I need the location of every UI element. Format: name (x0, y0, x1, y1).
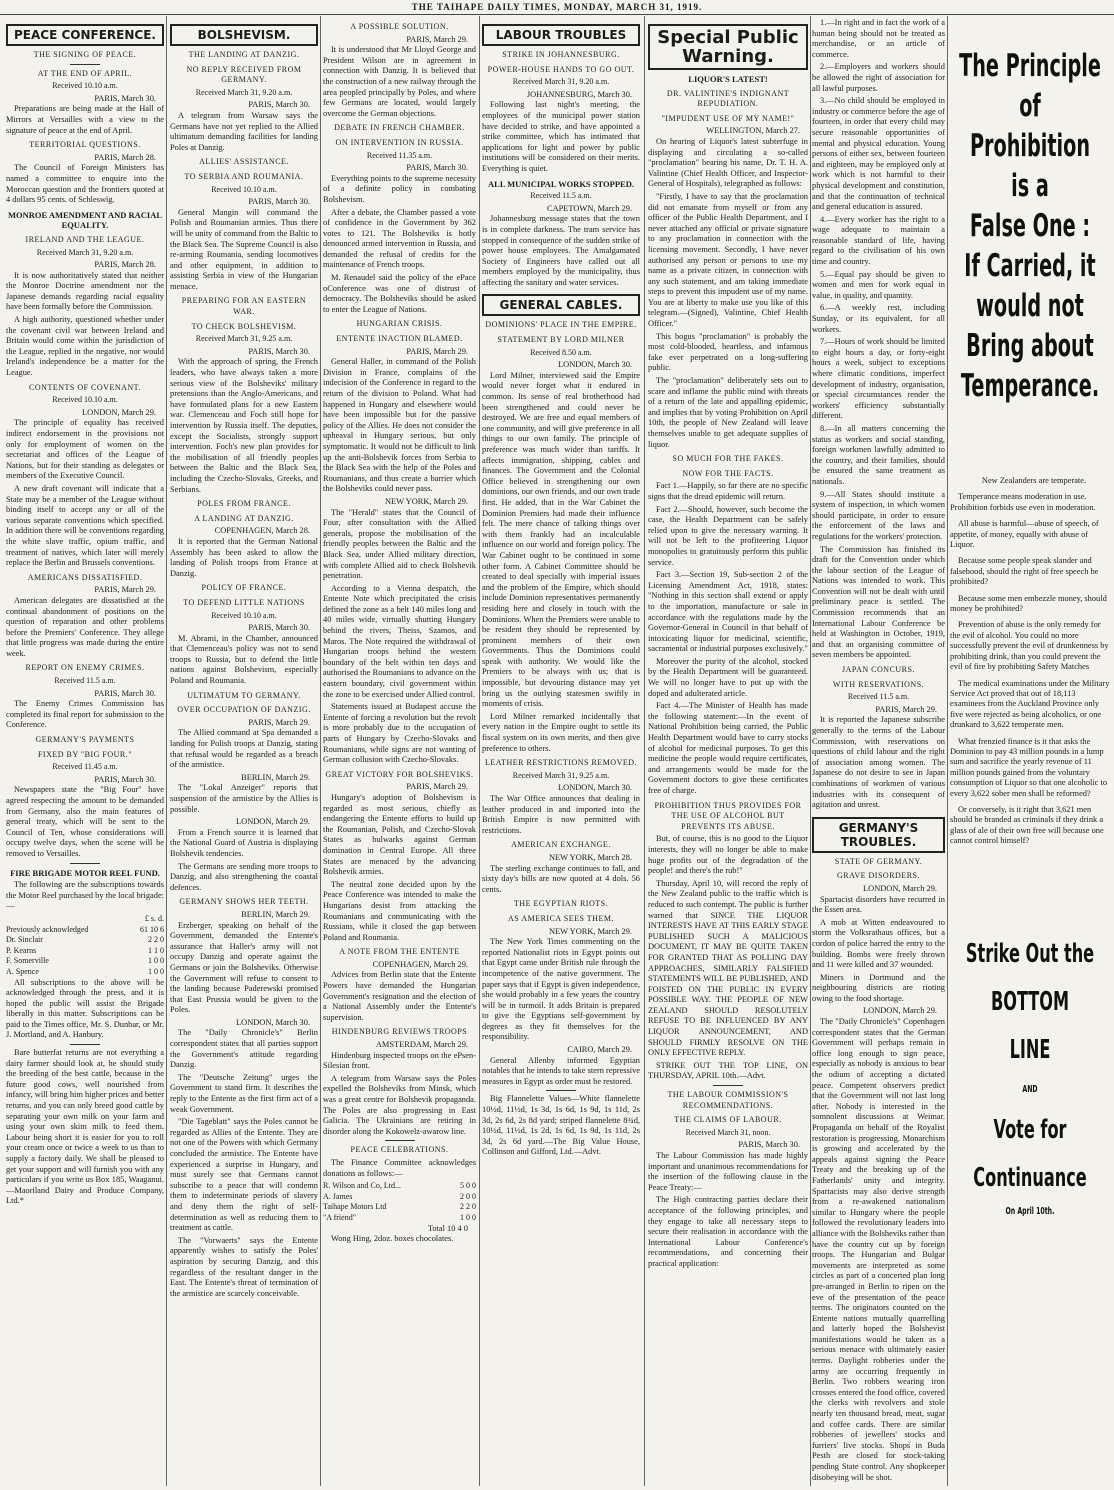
advert-line: The Principle (959, 48, 1101, 84)
article-paragraph: Fact 2.—Should, however, such become the case, the Health Department can be safely relied upon to give the necessary warning. It will not be left to the profiteering Liquor monopolies to gratuitously perform this public service. (648, 504, 808, 567)
table-row (323, 1181, 476, 1192)
column-labour-germany (812, 18, 945, 1486)
article-paragraph: According to a Vienna despatch, the Entente Note which precipitated the crisis defined the zone as a belt 140 miles long and 40 miles wide, virtually shutting Hungary behind the rivers, Theiss, Szamos, and Maros. The Note required the withdrawal of Hungarian troops behind the western boundary of the belt within ten days and authorised the Roumanians to advance on the eastern boundary, civil government within the zone to be exercised under Allied control. (323, 583, 476, 699)
advert-paragraph: New Zealanders are temperate. (981, 476, 1087, 485)
article-paragraph: The Labour Commission has made highly important and unanimous recommendations for the insertion of the following clause in the Peace Treaty:— (648, 1151, 808, 1192)
subheading: STATE OF GERMANY. (834, 856, 923, 866)
subheading: A NOTE FROM THE ENTENTE (339, 947, 460, 957)
dateline: PARIS, March 30. (406, 163, 468, 173)
article-paragraph: 5.—Equal pay should be given to women and men for work equal in value, in quality, and quantity. (812, 269, 945, 300)
article-paragraph: The Commission has finished its draft for the Convention under which the labour section of the League of Nations was intended to work. This Convention will not be dealt with until preliminary peace is settled. The Commission recommends that an International Labour Conference be held at Washington in October, 1919, and that an organising committee of seven members be appointed. (812, 544, 945, 660)
subheading: HUNGARIAN CRISIS. (356, 319, 443, 329)
dateline: LONDON, March 30. (236, 1017, 310, 1027)
advert-line: Vote for (993, 1114, 1067, 1145)
subheading: THE EGYPTIAN RIOTS. (513, 899, 609, 909)
subheading: ALLIES' ASSISTANCE. (199, 157, 289, 167)
column-rule (166, 16, 167, 1486)
subheading: ON INTERVENTION IN RUSSIA. (335, 137, 464, 147)
subheading: GRAVE DISORDERS. (837, 871, 920, 881)
advert-headline-block (950, 46, 1110, 406)
subheading: THE SIGNING OF PEACE. (33, 50, 137, 59)
subheading: STRIKE IN JOHANNESBURG. (502, 50, 620, 59)
subheading: AT THE END OF APRIL. (37, 68, 133, 78)
subheading: ULTIMATUM TO GERMANY. (187, 690, 301, 700)
headline: PEACE CONFERENCE. (6, 24, 164, 46)
subscriber-amount: 2 2 0 (148, 935, 164, 945)
dateline: PARIS, March 30. (248, 197, 310, 207)
article-paragraph: The "Vorwaerts" says the Entente apparently wishes to satisfy the Poles' aspiration by securing Danzig, and this regardless of the resultant danger in the East. The Entente's threat of termination of the armistice are scarcely conceivable. (170, 1235, 318, 1298)
article-paragraph: A high authority, questioned whether under the covenant civil war between Ireland and Britain would come within the jurisdiction of the League, replied in the negative, nor would Ireland's independence be a matter for the League. (6, 315, 164, 378)
dateline: LONDON, March 29. (236, 817, 310, 827)
subheading: TO DEFEND LITTLE NATIONS (183, 597, 305, 607)
article-paragraph: 3.—No child should be employed in industry or commerce before the age of fourteen, in order that every child may secure reasonable opportunities of mental and physical education. Young persons of either sex, between fourteen and eighteen, may be employed only at work which is not harmful to their physical development and constitution, and that the continuation of technical and general education is assured. (812, 96, 945, 212)
table-row (6, 935, 164, 946)
subheading: SO MUCH FOR THE FAKES. (672, 454, 784, 464)
dateline: PARIS, March 30. (94, 774, 156, 784)
advert-line: is a (1011, 168, 1049, 204)
subheading: OVER OCCUPATION OF DANZIG. (177, 705, 311, 715)
advert-paragraph: Or conversely, is it right that 3,621 men should be branded as criminals if they drink a glass of ale of their own free will because one cannot control himself? (950, 804, 1104, 846)
donation-table (323, 1181, 476, 1223)
article-paragraph: 2.—Employers and workers should be allowed the right of association for all lawful purposes. (812, 62, 945, 93)
masthead: THE TAIHAPE DAILY TIMES, MONDAY, MARCH 31, 1919. (0, 0, 1114, 15)
currency-header: £ s. d. (144, 913, 164, 923)
dateline: AMSTERDAM, March 29. (375, 1040, 468, 1050)
article-paragraph: The Council of Foreign Ministers has named a committee to enquire into the Moroccan question and the frontiers quoted at 4 dollars 95 cents. of Schleswig. (6, 163, 164, 205)
subscriber-name: Previously acknowledged (6, 924, 89, 934)
column-rule (644, 16, 645, 1486)
article-paragraph: General Haller, in command of the Polish Division in France, complains of the indecision of the Conference in regard to the return of the division to Poland. What had happened in Hungary and elsewhere would have been impossible but for the passive policy of the Allies. He does not consider the upheaval in Hungary serious, but only symptomatic. It would not be difficult to link up the anti-Bolshevik forces from Serbia to the Black Sea with the help of the Poles and Roumanians, and thus create a barrier which the Bolsheviks could never pass. (323, 357, 476, 494)
article-paragraph: "Firstly, I have to say that the proclamation did not emanate from myself or from any officer of the Public Health Department, and I never attached any official or private signature to any proclamation in connection with the licensing movement. Secondly, I have never authorised any person or persons to use my name as a private citizen, in connection with any such statement, and am taking immediate steps to prevent this impudent use of my name. You are at liberty to make use you like of this telegram.—(Signed), Valintine, Chief Health Officer." (648, 191, 808, 329)
article-paragraph: It is reported that the German National Assembly has been asked to allow the landing of Polish troops from France at Danzig. (170, 536, 318, 578)
column-rule (947, 16, 948, 1486)
advert-line: Temperance. (960, 368, 1100, 404)
article-paragraph: The following are the subscriptions towards the Motor Reel purchased by the local brigade:— (6, 880, 164, 911)
subheading: THE LABOUR COMMISSION'S RECOMMENDATIONS. (667, 1090, 789, 1110)
column-labour-troubles (482, 18, 640, 1486)
subheading: PROHIBITION THUS PROVIDES FOR THE USE OF ALCOHOL BUT PREVENTS ITS ABUSE. (654, 800, 802, 831)
article-paragraph: The "Deutsche Zeitung" urges the Government to stand firm. It describes the reply to the Entente as the first firm act of a weak Government. (170, 1072, 318, 1114)
article-paragraph: It is reported the Japanese subscribe generally to the terms of the Labour Commission, with reservations on questions of child labour and the right of association among women. The Japanese do not desire to see in Japan combinations of workmen of various industries with its consequent of agitation and unrest. (812, 715, 945, 810)
dateline: PARIS, March 30. (94, 688, 156, 698)
article-paragraph: The Allied command at Spa demanded a landing for Polish troops at Danzig, stating that refusal would be regarded as a breach of the armistice. (170, 728, 318, 770)
dateline: LONDON, March 29. (82, 407, 156, 417)
subheading: NO REPLY RECEIVED FROM GERMANY. (186, 64, 302, 85)
received-line: Received March 31, noon. (685, 1127, 771, 1137)
article-paragraph: The principle of equality has received indirect endorsement in the provisions not only for employment of women on the secretariat and offices of the League of Nations, but for their standing as delegates or members of the Executive Council. (6, 418, 164, 481)
article-paragraph: American delegates are dissatisfied at the continual abandonment of positions on the question of reparation and other problems before the Premiers' Conference. They allege that little progress was made during the entire week. (6, 595, 164, 658)
article-paragraph: General Allenby informed Egyptian notables that he intends to take stern repressive measures in Egypt as order must be restored. (482, 1055, 640, 1086)
dateline: BERLIN, March 29. (241, 772, 310, 782)
advert-paragraph: All abuse is harmful—abuse of speech, of appetite, of money, equally with abuse of Liquor. (950, 519, 1099, 550)
dateline: NEW YORK, March 28. (548, 852, 632, 862)
article-paragraph: The Finance Committee acknowledges donations as follows:— (323, 1157, 476, 1178)
article-paragraph: 1.—In right and in fact the work of a human being should not be treated as merchandise, or an article of commerce. (812, 18, 945, 59)
table-row (323, 1192, 476, 1203)
headline: GENERAL CABLES. (482, 294, 640, 316)
article-paragraph: Hungary's adoption of Bolshevism is regarded as most serious, chiefly as endangering the Entente efforts to build up the Roumanian, Polish, and Czecho-Slovak States as bulwarks against German domination in Central Europe. All three States are menaced by the advancing Bolshevik armies. (323, 792, 476, 877)
divider (70, 64, 100, 65)
article-paragraph: The High contracting parties declare their acceptance of the following principles, and they engage to take all necessary steps to secure their realisation in accordance with the International Labour Conference's recommendations, and concerning their practical application: (648, 1195, 808, 1268)
advert-paragraph: Because some men embezzle money, should money be prohibited? (950, 593, 1107, 614)
article-paragraph: The "Lokal Anzeiger" reports that suspension of the armistice by the Allies is possible. (170, 783, 318, 814)
headline: BOLSHEVISM. (170, 24, 318, 46)
subscriber-name: Dr. Sinclair (6, 935, 43, 945)
dateline: PARIS, March 30. (248, 623, 310, 633)
advert-line: Continuance (973, 1162, 1087, 1193)
subheading: POWER-HOUSE HANDS TO GO OUT. (487, 64, 635, 74)
article-paragraph: Miners in Dortmund and the neighbouring districts are rioting owing to the food shortage. (812, 972, 945, 1003)
subheading: ENTENTE INACTION BLAMED. (336, 334, 463, 344)
article-paragraph: After a debate, the Chamber passed a vote of confidence in the Government by 362 votes to 121. The Bolsheviks is hotly denounced armed intervention in Russia, and demanded the refusal of credits for the maintenance of French troops. (323, 207, 476, 270)
subheading: HINDENBURG REVIEWS TROOPS (331, 1027, 468, 1037)
article-paragraph: STRIKE OUT THE TOP LINE, ON THURSDAY, APRIL 10th.—Advt. (648, 1060, 808, 1081)
column-rule (320, 16, 321, 1486)
article-paragraph: Statements issued at Budapest accuse the Entente of forcing a revolution but the revolt is more probably due to the occupation of parts of Hungary by Czecho-Slovaks and Roumanians, while signs are not wanting of German collusion with Czecho-Slovaks. (323, 702, 476, 765)
column-bolshevism (170, 18, 318, 1486)
subheading: TO SERBIA AND ROUMANIA. (184, 171, 304, 181)
subheading: THE LANDING AT DANZIG. (188, 50, 300, 59)
table-row (323, 1202, 476, 1213)
subscriber-name: P. Kearns (6, 945, 37, 955)
table-row (6, 967, 164, 978)
donor-amount: 2 0 0 (460, 1191, 476, 1201)
advert-line: BOTTOM (990, 986, 1070, 1017)
subscriber-name: F. Somerville (6, 956, 49, 966)
subscriber-amount: 1 0 0 (148, 966, 164, 976)
donor-name: R. Wilson and Co, Ltd... (323, 1181, 401, 1191)
subheading: DEBATE IN FRENCH CHAMBER. (334, 123, 465, 133)
subheading: LIQUOR'S LATEST! (688, 74, 768, 84)
article-paragraph: Everything points to the supreme necessity of a definite policy in combating Bolshevism. (323, 173, 476, 204)
article-paragraph: The neutral zone decided upon by the Peace Conference was intended to make the Hungarians desist from attacking the Roumanians and communicating with the Russians, while it closed the gap between Poland and Roumania. (323, 879, 476, 942)
received-line: Received March 31, 9.20 a.m. (36, 247, 134, 257)
article-paragraph: 4.—Every worker has the right to a wage adequate to maintain a reasonable standard of life, having regard to the civilisation of his own time and country. (812, 214, 945, 267)
subheading: TO CHECK BOLSHEVISM. (191, 321, 297, 331)
article-paragraph: Preparations are being made at the Hall of Mirrors at Versailles with a view to the signature of peace at the end of April. (6, 104, 164, 135)
advert-line: Prohibition (969, 128, 1091, 164)
article-paragraph: General Mangin will command the Polish and Roumanian armies. Thus there will be unity of command from the Baltic to the Black Sea. The Supreme Council is also re-arming Roumania, sending locomotives and other equipment, in addition to assisting Serbia in view of the Hungarian menace. (170, 207, 318, 291)
divider (385, 1140, 415, 1141)
dateline: PARIS, March 30. (738, 1140, 800, 1150)
subheading: IRELAND AND THE LEAGUE. (25, 234, 145, 244)
subheading: PREPARING FOR AN EASTERN WAR. (181, 296, 307, 317)
received-line: Received March 31, 9.25 a.m. (512, 770, 610, 780)
article-paragraph: Hindenburg inspected troops on the ePsen-Silesian front. (323, 1050, 476, 1071)
divider (713, 1085, 743, 1086)
subheading: WITH RESERVATIONS. (832, 679, 925, 689)
subscriber-amount: 1 0 0 (148, 956, 164, 966)
advert-paragraph: The medical examinations under the Military Service Act proved that out of 18,113 examinees from the Auckland Province only five were rejected as being alcoholics, or one drunkard to 3,622 temperate men. (950, 678, 1110, 730)
article-paragraph: Newspapers state the "Big Four" have agreed respecting the amount to be demanded from Germany, also the main features of general treaty, which will be sent to the Council of Ten, whose considerations will occupy twelve days, when the scene will be removed to Versailles. (6, 785, 164, 858)
table-row (6, 946, 164, 957)
table-row (6, 956, 164, 967)
article-paragraph: This bogus "proclamation" is probably the most cold-blooded, heartless, and infamous fake ever perpetrated on a long-suffering public. (648, 331, 808, 373)
advert-paragraph: Temperance means moderation in use. Prohibition forbids use even in moderation. (950, 492, 1096, 512)
article-paragraph: The War Office announces that dealing in leather produced in and imported into the British Empire is now permitted with restrictions. (482, 794, 640, 835)
dateline: NEW YORK, March 29. (384, 496, 468, 506)
article-paragraph: Thursday, April 10, will record the reply of the New Zealand public to the traffic which is reduced to such contempt. The public is further warned that SINCE THE LIQUOR INTERESTS HAVE AT THIS EARLY STAGE PUBLISHED SUCH A MALICIOUS DOCUMENT, IT MAY BE QUITE TAKEN FOR GRANTED THAT AS POLLING DAY APPROACHES, SIMILARLY FALSIFIED STATEMENTS WILL BE PUBLISHED, AND FOISTED ON THE PUBLIC IN EVERY POSSIBLE WAY. THE PEOPLE OF NEW ZEALAND SHOULD RESOLUTELY REFUSE TO BE INFLUENCED BY ANY LIQUOR ANNOUNCEMENT, AND SHOULD FIRMLY RESOLVE ON THE ONLY EFFECTIVE REPLY. (648, 878, 808, 1058)
article-paragraph: M. Renaudel said the policy of the ePace oConference was one of distrust of democracy. The Bolsheviks should be asked to enter the League of Nations. (323, 273, 476, 314)
dateline: PARIS, March 30. (94, 93, 156, 103)
advert-body (950, 476, 1110, 847)
advert-paragraph: Because some people speak slander and falsehood, should the right of free speech be prohibited? (950, 556, 1099, 587)
dateline: CAPETOWN, March 29. (547, 203, 632, 213)
subheading: AMERICAN EXCHANGE. (511, 840, 611, 850)
subheading: PEACE CELEBRATIONS. (350, 1145, 449, 1155)
subheading: FIXED BY "BIG FOUR." (37, 749, 133, 759)
article-paragraph: Lord Milner, interviewed said the Empire would never forget what it endured in common. Its sense of real brotherhood had been strengthened and could never be destroyed. We are free and equal members of one community, and will give preference in all things to our own family. The principle of preference was much wider than tariffs. It affects immigration, shipping, cables and finances. The Government and the Colonial Office believed in strengthening our own dominions, our own friends, and our own trade first. He added, that in the War Cabinet the Dominion Premiers had made their influence felt. The mere chance of talking things over with them frankly had an incalculable influence on our world and foreign policy. The War Cabinet ought to be continued in some other form. A Cabinet Committee should be created to deal specially with imperial issues and the problem of the Empire, which should include Dominion representatives permanently residing here and closely in touch with the Dominions. When the Premiers were unable to be resident they should be represented by prominent members of their own Governments. Thus the Dominions could speak with authority. We would like the Premiers to be always with us; that is impossible, but devouring distance may yet bring us the outlying statesmen swiftly in moments of crisis. (482, 370, 640, 709)
total-line: Total 10 4 0 (427, 1223, 468, 1233)
article-paragraph: The sterling exchange continues to fall, and sixty day's bills are now quoted at 4 dols. 56 cents. (482, 863, 640, 894)
donor-amount: 5 0 0 (460, 1181, 476, 1191)
dateline: JOHANNESBURG, March 30. (526, 89, 632, 99)
divider (546, 1090, 576, 1091)
subheading: REPORT ON ENEMY CRIMES. (25, 663, 145, 673)
article-paragraph: 7.—Hours of work should be limited to eight hours a day, or forty-eight hours a week, subject to exceptions where climatic conditions, imperfect development of industry, organisation, or special circumstances render the workers' efficiency substantially different. (812, 337, 945, 421)
subheading: ALL MUNICIPAL WORKS STOPPED. (488, 178, 634, 189)
received-line: Received 8.50 a.m. (530, 347, 592, 357)
subscriber-amount: 61 10 6 (140, 924, 164, 934)
subheading: POLICY OF FRANCE. (201, 583, 287, 593)
article-paragraph: All subscriptions to the above will be acknowledged through the press, and it is hoped the public will assist the Brigade liberally in this matter. Subscriptions can be paid to the Times office, Mr. S. Dunbar, or Mr. J. Mortland, and A. Hanbury. (6, 977, 164, 1040)
article-paragraph: M. Abrami, in the Chamber, announced that Clemenceau's policy was not to send troops to Russia, but to defend the little nations against Bolshevism, especially Poland and Roumania. (170, 633, 318, 686)
headline: Special Public Warning. (648, 24, 808, 70)
article-paragraph: Moreover the purity of the alcohol, stocked by the Health Department will be guaranteed. We will no longer have to put up with the doped and adulterated article. (648, 656, 808, 698)
subheading: POLES FROM FRANCE. (197, 499, 291, 509)
article-paragraph: The Germans are sending more troops to Danzig, and also strengthening the coastal defences. (170, 861, 318, 892)
article-paragraph: 8.—In all matters concerning the status as workers and social standing, foreign workmen lawfully admitted to the country, and their families, should be ensured the same treatment as nationals. (812, 423, 945, 486)
received-line: Received March 31, 9.20 a.m. (195, 87, 293, 97)
subheading: JAPAN CONCURS. (842, 665, 915, 675)
dateline: PARIS, March 29. (248, 717, 310, 727)
column-special-warning (648, 18, 808, 1486)
divider (70, 863, 100, 864)
subheading: GREAT VICTORY FOR BOLSHEVIKS. (325, 769, 474, 779)
received-line: Received 10.10 a.m. (211, 610, 277, 620)
subheading: DOMINIONS' PLACE IN THE EMPIRE. (485, 320, 637, 330)
received-line: Received 10.10 a.m. (211, 184, 277, 194)
headline: GERMANY'S TROUBLES. (812, 817, 945, 853)
subheading: "IMPUDENT USE OF MY NAME!" (661, 113, 795, 123)
column-rule (479, 16, 480, 1486)
subscriber-name: A. Spence (6, 966, 39, 976)
article-paragraph: The "Herald" states that the Council of Four, after consultation with the Allied generals, propose the mobilisation of the friendly peoples between the Baltic and the Black Sea, under Allied military direction, with complete Allied aid to check Bolshevik penetration. (323, 507, 476, 581)
article-paragraph: The "Daily Chronicle's" Berlin correspondent states that all parties support the Government's attitude regarding Danzig. (170, 1028, 318, 1070)
subheading: LEATHER RESTRICTIONS REMOVED. (484, 758, 638, 768)
subheading: STATEMENT BY LORD MILNER (497, 335, 625, 345)
subheading: A POSSIBLE SOLUTION. (350, 22, 449, 31)
donor-name: "A friend" (323, 1212, 356, 1222)
advert-line: Strike Out the (965, 938, 1095, 969)
subheading: GERMANY'S PAYMENTS (35, 735, 135, 745)
advert-line: AND (1022, 1083, 1038, 1095)
article-paragraph: A telegram from Warsaw says the Germans have not yet replied to the Allied ultimatum demanding facilities for landing Poles at Danzig. (170, 110, 318, 152)
table-row (323, 1213, 476, 1224)
article-paragraph: Spartacist disorders have recurred in the Essen area. (812, 894, 945, 915)
advert-line: On April 10th. (1005, 1205, 1055, 1217)
article-paragraph: But, of course, this is no good to the Liquor interests, they will no longer be able to make huge profits out of the degradation of the people! and there's the rub!" (648, 834, 808, 876)
table-row (6, 925, 164, 936)
received-line: Received 11.5 a.m. (54, 676, 116, 686)
received-line: Received March 31, 9.20 a.m. (512, 77, 610, 87)
article-paragraph: Following last night's meeting, the employees of the municipal power station have decided to strike, and have appointed a strike committee, which has intimated that applications for light and power by public institutions will be considered on their merits. Everything is quiet. (482, 100, 640, 173)
received-line: Received 11.5 a.m. (847, 692, 910, 702)
article-paragraph: 9.—All States should institute a system of inspection, in which women should participate, in order to ensure the enforcement of the laws and regulations for the workers' protection. (812, 489, 945, 541)
dateline: COPENHAGEN, March 29. (372, 959, 468, 969)
divider (70, 1044, 100, 1045)
subheading: NOW FOR THE FACTS. (682, 468, 774, 478)
dateline: NEW YORK, March 29. (548, 926, 632, 936)
dateline: PARIS, March 29. (406, 346, 468, 356)
received-line: Received 10.10 a.m. (52, 395, 118, 405)
dateline: BERLIN, March 29. (241, 909, 310, 919)
advert-line: If Carried, it (964, 248, 1096, 284)
article-paragraph: It is understood that Mr Lloyd George and President Wilson are in agreement in connection with Danzig. It is believed that the construction of a new railway through the area peopled principally by Poles, and where few Germans are located, would largely overcome the German objections. (323, 45, 476, 118)
dateline: PARIS, March 30. (248, 100, 310, 110)
advert-line: False One : (969, 208, 1091, 244)
article-paragraph: The New York Times commenting on the reported Nationalist riots in Egypt points out that Egypt came under British rule through the incompetence of the native government. The paper says that if Egypt is given independence, she would probably in a few years the country will be in turmoil. It adds Britain is prepared to give the Egyptians self-government by degrees as they fit themselves for the responsibility. (482, 937, 640, 1042)
dateline: WELLINGTON, March 27. (706, 126, 800, 136)
received-line: Received 11.5 a.m. (530, 191, 592, 201)
dateline: PARIS, March 29. (875, 704, 937, 714)
dateline: PARIS, March 28. (94, 152, 156, 162)
advert-line: of (1019, 88, 1041, 124)
subheading: AS AMERICA SEES THEM. (508, 913, 614, 923)
column-peace-conference (6, 18, 164, 1486)
dateline: LONDON, March 29. (863, 883, 937, 893)
article-paragraph: "Die Tageblatt" says the Poles cannot be regarded as Allies of the Entente. They are not one of the Powers with which Germany concluded the armistice. The Entente have experienced a surprise in Hungary, and must surely see that Germans cannot subscribe to a peace that will condemn them to indeterminate periods of slavery and deny them the right of self-determination as well as reducing them to treatment as cattle. (170, 1117, 318, 1233)
subheading: FIRE BRIGADE MOTOR REEL FUND. (10, 867, 160, 878)
column-danzig-hungary (323, 18, 476, 1486)
donor-name: Taihape Motors Ltd (323, 1202, 387, 1212)
advert-line: LINE (1009, 1034, 1051, 1065)
donor-amount: 2 2 0 (460, 1202, 476, 1212)
dateline: LONDON, March 30. (558, 783, 632, 793)
subheading: AMERICANS DISSATISFIED. (27, 572, 143, 582)
advert-callout-block (950, 937, 1110, 1219)
dateline: PARIS, March 29. (406, 34, 468, 44)
dateline: PARIS, March 30. (248, 346, 310, 356)
article-paragraph: On hearing of Liquor's latest subterfuge in displaying and circulating a so-called "proclamation" bearing his name, Dr. T. H. A. Valintine (Chief Health Officer, and Inspector-General of Hospitals), telegraphed as follows: (648, 136, 808, 189)
dateline: PARIS, March 29. (406, 782, 468, 792)
subheading: GERMANY SHOWS HER TEETH. (179, 897, 309, 907)
dateline: PARIS, March 29. (94, 585, 156, 595)
donor-amount: 1 0 0 (460, 1212, 476, 1222)
subheading: CONTENTS OF COVENANT. (29, 382, 141, 392)
advertisement-paragraph: Bare butterfat returns are not everything a dairy farmer should look at, he should study the breeding of the best cattle, because in the future good cows, well nourished from infancy, will bring him higher prices and better returns, and you can only breed good cattle by separating your own milk on your farm and using your own skim milk to feed them. Labour being short it is easier for you to roll your cream once or twice a week to us than to supply a factory daily. We shall be pleased to get your support and will furnish you with any particulars if you write us Box 185, Waaganui.—Maoriland Dairy and Produce Company, Ltd.* (6, 1048, 164, 1206)
column-prohibition-advert (950, 18, 1110, 1486)
article-paragraph: From a French source it is learned that the National Guard of Austria is displaying Bolshevik tendencies. (170, 827, 318, 858)
article-paragraph: The "proclamation" deliberately sets out to scare and inflame the public mind with threats of a return of the late and appalling epidemic, and implies that by voting Prohibition on April 10th, the people of New Zealand will leave themselves unable to get adequate supplies of liquor. (648, 376, 808, 449)
article-paragraph: Fact 3.—Section 19, Sub-section 2 of the Licensing Amendment Act, 1918, states: "Nothing in this section shall extend or apply to the importation, manufacture or sale in accordance with the regulations made by the Governor-General in Council in that behalf of intoxicating liquor for medicinal, scientific, sacramental or industrial purposes exclusively." (648, 570, 808, 654)
column-rule (810, 16, 811, 1486)
article-paragraph: The "Daily Chronicle's" Copenhagen correspondent states that the German Government will perhaps remain in office long enough to sign peace, especially as nobody is anxious to bear the odium of accepting a dictated peace. Competent observers predict that the Government will not last long after. Nobody is interested in the somnolent discussions at Weimar. Propaganda on behalf of the Royalist restoration is progressing. Monarchism is growing and accelerated by the appeals against signing the Peace Treaty and the breaking up of the Fatherlands' unity and integrity. Spartacists may also derive strength from a re-awakened nationalism similar to Hungary where the people followed the revolutionary leaders into alliance with the Bolsheviks rather than have the country cut up by foreign troops. The Hungarian and Bulgar movements are interpreted as some circles as part of a concerted plan long pre-arranged in Berlin to ripen on the eve of the presentation of the peace terms. The originators counted on the Entente nations mutually quarrelling and latterly hoped the Bolshevist manifestations would be taken as a serious menace with ultimately easier terms. Daylight robberies under the army are occurring frequently in Berlin. Two robbers wearing iron crosses entered the food office, covered the clerks with revolvers and stole nearly ten thousand bread, meat, sugar and coffee cards. There are similar robberies of jewellers' stocks and furriers' live stocks. Shops in Buda Pesth are closed for stock-taking pending State control. Any shopkeeper disobeying will be shot. (812, 1017, 945, 1482)
dateline: LONDON, March 30. (558, 360, 632, 370)
article-paragraph: A new draft covenant will indicate that a State may be a member of the League without binding itself to accept any or all of the various separate conventions which specified. In addition there will be conventions regarding the white slave traffic, opium traffic, and treatment of natives, which later will merely replace the Berlin and Brussels conventions. (6, 483, 164, 568)
subheading: DR. VALINTINE'S INDIGNANT REPUDIATION. (666, 88, 790, 109)
article-paragraph: A telegram from Warsaw says the Poles expelled the Bolsheviks from Minsk, which was a great centre for Bolshevik propaganda. The Poles are also progressing in East Galicia. The Ukrainians are retiring in disorder along the Kokowelz-awarow line. (323, 1073, 476, 1136)
dateline: CAIRO, March 29. (567, 1045, 632, 1055)
advert-paragraph: What frenzied finance is it that asks the Dominion to pay 43 million pounds in a lump sum and sacrifice the yearly revenue of 11 million pounds gained from the voluntary consumption of Liquor so that one alcoholic to every 3,622 sober men shall be reformed? (950, 736, 1108, 798)
subheading: THE CLAIMS OF LABOUR. (674, 1115, 782, 1125)
article-paragraph: With the approach of spring, the French leaders, who have always taken a more serious view of the Bolsheviks' military pretensions than the Anglo-Americans, and have formulated plans for a new Eastern war. Clemenceau and Foch still hope for intervention by Russia itself. The deputies, except the Socialists, strongly support intervention. Foch's new plan provides for the mobilisation of all friendly peoples between the Baltic and the Black Sea, including the Czecho-Slovaks, Greeks, and Serbians. (170, 357, 318, 494)
subheading: TERRITORIAL QUESTIONS. (29, 140, 141, 150)
article-paragraph: The Enemy Crimes Commission has completed its final report for submission to the Conference. (6, 699, 164, 730)
subheading: MONROE AMENDMENT AND RACIAL EQUALITY. (7, 209, 163, 231)
article-paragraph: 6.—A weekly rest, including Sunday, or its equivalent, for all workers. (812, 303, 945, 334)
received-line: Received 10.10 a.m. (52, 81, 118, 91)
article-paragraph: It is now authoritatively stated that neither the Monroe Doctrine amendment nor the Japanese demands regarding racial equality have been formally before the Commission. (6, 270, 164, 312)
article-paragraph: Wong Hing, 2doz. boxes chocolates. (331, 1234, 454, 1244)
article-paragraph: Fact 1.—Happily, so far there are no specific signs that the dread epidemic will return. (648, 481, 808, 501)
advert-paragraph: Prevention of abuse is the only remedy for the evil of alcohol. You could no more successfully prevent the evil of drunkenness by prohibiting drink, than you could prevent the evil of fire by prohibiting Safety Matches (950, 620, 1109, 672)
advert-line: Bring about (966, 328, 1094, 364)
received-line: Received 11.35 a.m. (366, 150, 433, 160)
subscriber-amount: 1 1 0 (148, 945, 164, 955)
subscription-table (6, 914, 164, 978)
dateline: COPENHAGEN, March 28. (214, 526, 310, 536)
article-paragraph: A mob at Witten endeavoured to storm the Volksrathaus offices, but a cordon of police barred the entry to the building. Bombs were freely thrown and 11 were killed and 37 wounded. (812, 917, 945, 970)
article-paragraph: Fact 4.—The Minister of Health has made the following statement:—In the event of National Prohibition being carried, the Public Health Department would have to carry stocks of alcohol for medicinal purposes. To get this medicine the people would require certificates, and arrangements would be made for the Government doctors to give these certificates free of charge. (648, 701, 808, 795)
headline: LABOUR TROUBLES (482, 24, 640, 46)
dateline: LONDON, March 29. (863, 1006, 937, 1016)
article-paragraph: Johannesburg message states that the town is in complete darkness. The tram service has stopped in consequence of the sudden strike of power house employees. The Amalgamated Society of Engineers have called out all members employed by the municipality, thus affecting the sanitary and water services. (482, 214, 640, 287)
advert-line: would not (976, 288, 1084, 324)
subheading: A LANDING AT DANZIG. (194, 513, 294, 523)
article-paragraph: Erzberger, speaking on behalf of the Government, demanded the Entente's assurance that Haller's army will not occupy Danzig and operate against the Germans or join the Bolsheviks. Otherwise the Government will refuse to consent to the landing because Paderewski promised that East Prussia would be given to the Poles. (170, 920, 318, 1015)
dateline: PARIS, March 28. (94, 260, 156, 270)
article-paragraph: Lord Milner remarked incidentally that every nation in the Empire ought to settle its fiscal system on its own merits, and then give preference to others. (482, 711, 640, 753)
advertisement-paragraph: Big Flannelette Values—White flannelette 10½d, 11½d, 1s 3d, 1s 6d, 1s 9d, 1s 11d, 2s 3d, 2s 6d, 2s 8d yard; striped flannelette 8¾d, 10½d, 11½d, 1s 2d, 1s 6d, 1s 9d, 1s 11d, 2s 3d, 2s 6d yard.—The Big Value House, Collinson and Gifford, Ltd.—Advt. (482, 1094, 640, 1157)
article-paragraph: Advices from Berlin state that the Entente Powers have demanded the Hungarian Government's resignation and the election of a National Assembly under the Entente's supervision. (323, 970, 476, 1022)
received-line: Received 11.45 a.m. (52, 762, 118, 772)
donor-name: A. James (323, 1191, 353, 1201)
received-line: Received March 31, 9.25 a.m. (195, 334, 293, 344)
